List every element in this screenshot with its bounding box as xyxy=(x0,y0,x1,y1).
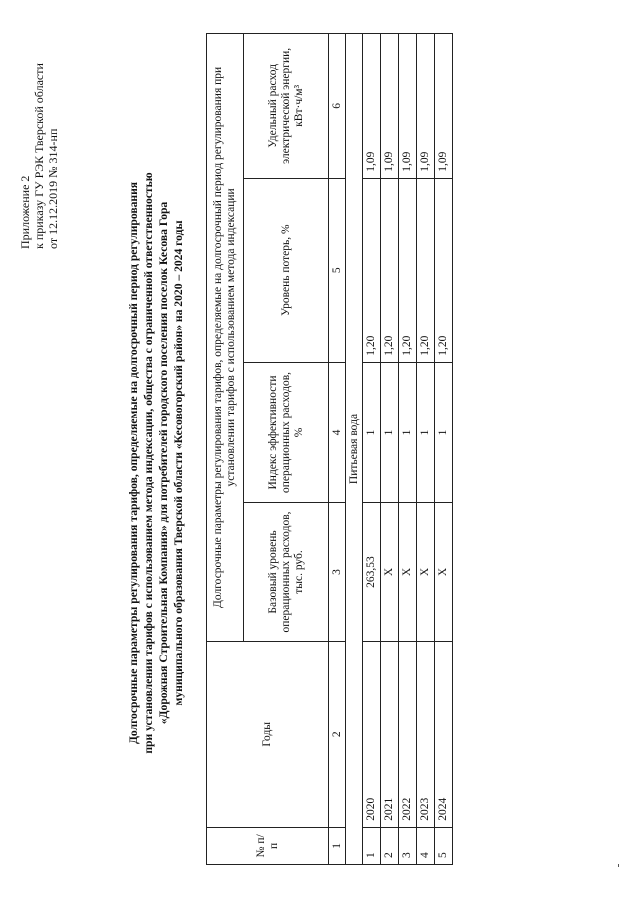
document-title xyxy=(126,133,186,793)
row-number: 2 xyxy=(381,827,399,864)
header-parameters-group: Долгосрочные параметры регулирования тарифов, определяемые на долгосрочный период регулирования при установлении тарифов с использованием метода индексации xyxy=(207,34,244,642)
row-year: 2021 xyxy=(381,641,399,827)
column-number: 5 xyxy=(329,178,346,362)
row-loss-level: 1,20 xyxy=(399,178,417,362)
row-base-opex: X xyxy=(381,503,399,642)
header-energy-consumption: Удельный расход электрической энергии, кВт·ч/м³ xyxy=(244,34,329,179)
column-number: 4 xyxy=(329,362,346,503)
header-loss-level: Уровень потерь, % xyxy=(244,178,329,362)
row-efficiency-index: 1 xyxy=(381,362,399,503)
title-line-4: муниципального образования Тверской области «Кесовогорский район» на 2020 – 2024 годы xyxy=(172,220,185,706)
row-number: 5 xyxy=(435,827,453,864)
row-loss-level: 1,20 xyxy=(381,178,399,362)
row-year: 2020 xyxy=(363,641,381,827)
title-line-2: при установлении тарифов с использованием метода индексации, общества с ограниченной ответственностью xyxy=(142,172,155,754)
row-number: 4 xyxy=(417,827,435,864)
section-row xyxy=(346,34,363,865)
row-year: 2022 xyxy=(399,641,417,827)
row-loss-level: 1,20 xyxy=(417,178,435,362)
appendix-line-2: к приказу ГУ РЭК Тверской области xyxy=(32,63,46,249)
row-energy-consumption: 1,09 xyxy=(399,34,417,179)
table-row xyxy=(417,34,435,865)
parameters-table xyxy=(206,33,453,865)
row-energy-consumption: 1,09 xyxy=(363,34,381,179)
row-year: 2023 xyxy=(417,641,435,827)
row-number: 3 xyxy=(399,827,417,864)
row-efficiency-index: 1 xyxy=(399,362,417,503)
row-efficiency-index: 1 xyxy=(363,362,381,503)
table-row xyxy=(381,34,399,865)
row-base-opex: X xyxy=(435,503,453,642)
appendix-line-3: от 12.12.2019 № 314-нп xyxy=(46,128,60,249)
column-number: 6 xyxy=(329,34,346,179)
appendix-line-1: Приложение 2 xyxy=(18,175,32,249)
row-efficiency-index: 1 xyxy=(435,362,453,503)
column-number: 3 xyxy=(329,503,346,642)
header-efficiency-index: Индекс эффективности операционных расходов, % xyxy=(244,362,329,503)
row-energy-consumption: 1,09 xyxy=(435,34,453,179)
rotated-document-sheet xyxy=(10,13,629,877)
row-number: 1 xyxy=(363,827,381,864)
column-number: 2 xyxy=(329,641,346,827)
header-number: № п/п xyxy=(207,827,329,864)
column-number-row xyxy=(329,34,346,865)
appendix-note xyxy=(18,63,60,249)
row-base-opex: 263,53 xyxy=(363,503,381,642)
title-line-3: «Дорожная Строительная Компания» для потребителей городского поселения поселок Кесова Гора xyxy=(157,201,170,725)
section-title: Питьевая вода xyxy=(346,34,363,865)
row-energy-consumption: 1,09 xyxy=(417,34,435,179)
table-row xyxy=(435,34,453,865)
row-energy-consumption: 1,09 xyxy=(381,34,399,179)
row-efficiency-index: 1 xyxy=(417,362,435,503)
row-base-opex: X xyxy=(399,503,417,642)
row-loss-level: 1,20 xyxy=(435,178,453,362)
row-loss-level: 1,20 xyxy=(363,178,381,362)
row-base-opex: X xyxy=(417,503,435,642)
row-year: 2024 xyxy=(435,641,453,827)
table-row xyxy=(363,34,381,865)
column-number: 1 xyxy=(329,827,346,864)
header-base-opex: Базовый уровень операционных расходов, тыс. руб. xyxy=(244,503,329,642)
scan-speck xyxy=(618,864,619,867)
title-line-1: Долгосрочные параметры регулирования тарифов, определяемые на долгосрочный период регулирования xyxy=(127,181,140,745)
header-years: Годы xyxy=(207,641,329,827)
table-row xyxy=(399,34,417,865)
